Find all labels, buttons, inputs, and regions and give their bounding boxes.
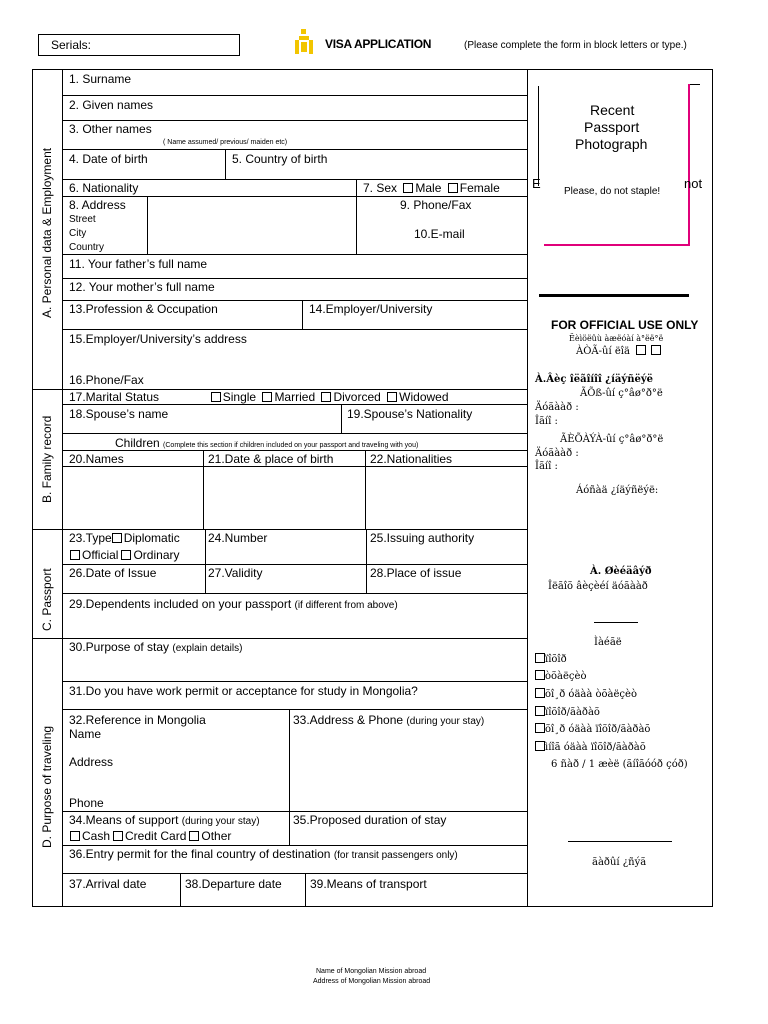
official-box1[interactable] xyxy=(636,345,646,355)
serials-label: Serials: xyxy=(51,38,92,52)
form-title: VISA APPLICATION xyxy=(325,37,432,51)
photo-note: Please, do not staple! xyxy=(564,186,661,197)
field-date-issue[interactable]: 26.Date of Issue xyxy=(69,566,157,580)
field-dependents xyxy=(69,597,398,613)
mongolia-emblem-icon xyxy=(292,28,316,56)
field-passport-number[interactable]: 24.Number xyxy=(208,531,268,545)
official-g18: õî¸ð óäàà ïîõîð/ãàðàõ xyxy=(535,723,650,736)
cash-checkbox[interactable] xyxy=(70,831,80,841)
field-entry-permit xyxy=(69,847,458,863)
field-purpose xyxy=(69,640,242,656)
field-sex xyxy=(363,181,500,195)
field-dob[interactable]: 4. Date of birth xyxy=(69,152,148,166)
cash-label: Cash xyxy=(82,829,111,843)
field-spouse-nationality[interactable]: 19.Spouse’s Nationality xyxy=(347,407,473,421)
footer-mission-name: Name of Mongolian Mission abroad xyxy=(316,968,427,975)
credit-label: Credit Card xyxy=(125,829,187,843)
ref-address: Address xyxy=(69,755,114,769)
official-g15: òõàëçèò xyxy=(535,670,586,683)
official-g16: õî¸ð óäàà òõàëçèò xyxy=(535,688,637,701)
check-g17[interactable] xyxy=(535,706,545,716)
passport-type-options xyxy=(67,548,179,562)
ordinary-label: Ordinary xyxy=(133,548,180,562)
married-checkbox[interactable] xyxy=(262,392,272,402)
means-options xyxy=(67,829,231,843)
footer-mission-address: Address of Mongolian Mission abroad xyxy=(313,978,431,985)
official-g21: ãàðûí ¿ñýã xyxy=(592,857,647,868)
children-heading xyxy=(115,436,418,453)
official-g3: À.Âèç îëãîíîî ¿íäýñëýë xyxy=(535,374,654,385)
field-other-names[interactable]: 3. Other names xyxy=(69,122,152,136)
check-g19[interactable] xyxy=(535,741,545,751)
official-divider xyxy=(539,294,689,297)
marital-label: 17.Marital Status xyxy=(69,390,160,404)
other-label: Other xyxy=(201,829,232,843)
male-label: Male xyxy=(415,181,442,195)
addr-phone-note: (during your stay) xyxy=(406,716,485,727)
purpose-label[interactable]: 30.Purpose of stay xyxy=(69,640,170,654)
field-phone-fax[interactable]: 9. Phone/Fax xyxy=(400,198,472,212)
means-note: (during your stay) xyxy=(181,816,260,827)
field-employer[interactable]: 14.Employer/University xyxy=(309,302,433,316)
field-addr-phone xyxy=(293,713,484,729)
field-issuing-authority[interactable]: 25.Issuing authority xyxy=(370,531,475,545)
field-child-dob[interactable]: 21.Date & place of birth xyxy=(208,452,334,466)
ref-name: Name xyxy=(69,727,102,741)
official-g1: Ëèìöëûù àæëóàí à°ëë°ë xyxy=(569,334,664,343)
section-b-label: B. Family record xyxy=(40,415,54,503)
check-g14[interactable] xyxy=(535,653,545,663)
official-g2: ÀÒÃ-ûí ëîä xyxy=(576,345,663,358)
official-g7: ÃÈÕÀÝÀ-ûí ç°âø°ð°ë xyxy=(560,434,664,445)
address-country: Country xyxy=(69,242,105,253)
female-checkbox[interactable] xyxy=(448,183,458,193)
official-g4: ÃÕß-ûí ç°âø°ð°ë xyxy=(580,388,663,399)
ref-phone: Phone xyxy=(69,796,104,810)
address-city: City xyxy=(69,228,87,239)
field-spouse-name[interactable]: 18.Spouse’s name xyxy=(69,407,169,421)
check-g16[interactable] xyxy=(535,688,545,698)
addr-phone-label[interactable]: 33.Address & Phone xyxy=(293,713,404,727)
male-checkbox[interactable] xyxy=(403,183,413,193)
official-g5: Äóãààð : xyxy=(535,402,579,413)
sex-label: 7. Sex xyxy=(363,181,398,195)
field-surname[interactable]: 1. Surname xyxy=(69,72,132,86)
entry-permit-label[interactable]: 36.Entry permit for the final country of destination xyxy=(69,847,331,861)
field-phone-fax-16[interactable]: 16.Phone/Fax xyxy=(69,373,144,387)
photo-left-fragment: E xyxy=(532,176,541,191)
address-street: Street xyxy=(69,214,96,225)
section-d-label: D. Purpose of traveling xyxy=(40,725,54,848)
field-duration[interactable]: 35.Proposed duration of stay xyxy=(293,813,447,827)
field-reference[interactable]: 32.Reference in Mongolia xyxy=(69,713,206,727)
field-means xyxy=(69,813,260,829)
divorced-checkbox[interactable] xyxy=(321,392,331,402)
official-g12: Îëãîõ âèçèéí äóãààð xyxy=(548,581,648,592)
official-checkbox[interactable] xyxy=(70,550,80,560)
diplomatic-label: Diplomatic xyxy=(123,531,180,545)
type-label: 23.Type xyxy=(69,531,112,545)
official-g19: ìíîã óäàà ïîõîð/ãàðàõ xyxy=(535,741,646,754)
official-g17: ïîõîð/ãàðàõ xyxy=(535,706,600,719)
purpose-note: (explain details) xyxy=(172,643,243,654)
field-transport[interactable]: 39.Means of transport xyxy=(310,877,427,891)
credit-checkbox[interactable] xyxy=(113,831,123,841)
official-g9: Îãíî : xyxy=(535,461,558,472)
field-nationality[interactable]: 6. Nationality xyxy=(69,181,139,195)
field-departure[interactable]: 38.Departure date xyxy=(185,877,282,891)
section-c-label: C. Passport xyxy=(40,568,54,631)
female-label: Female xyxy=(459,181,500,195)
photo-right-fragment: not xyxy=(684,176,703,191)
field-passport-type xyxy=(69,531,180,545)
ordinary-checkbox[interactable] xyxy=(121,550,131,560)
official-heading: FOR OFFICIAL USE ONLY xyxy=(551,318,699,332)
means-label[interactable]: 34.Means of support xyxy=(69,813,179,827)
field-email[interactable]: 10.E-mail xyxy=(414,227,465,241)
children-note: (Complete this section if children included on your passport and traveling with you) xyxy=(163,442,419,449)
field-given-names[interactable]: 2. Given names xyxy=(69,98,154,112)
field-arrival[interactable]: 37.Arrival date xyxy=(69,877,147,891)
field-child-nationalities[interactable]: 22.Nationalities xyxy=(370,452,453,466)
field-address[interactable]: 8. Address xyxy=(69,198,126,212)
field-father[interactable]: 11. Your father’s full name xyxy=(69,257,208,271)
field-work-permit[interactable]: 31.Do you have work permit or acceptance for study in Mongolia? xyxy=(69,684,418,698)
dependents-label[interactable]: 29.Dependents included on your passport xyxy=(69,597,292,611)
serials-box[interactable] xyxy=(38,34,240,56)
field-profession[interactable]: 13.Profession & Occupation xyxy=(69,302,218,316)
form-instructions: (Please complete the form in block letters or type.) xyxy=(464,40,687,51)
diplomatic-checkbox[interactable] xyxy=(112,533,122,543)
photo-passport: Passport xyxy=(584,119,640,135)
single-checkbox[interactable] xyxy=(211,392,221,402)
photo-recent: Recent xyxy=(590,102,635,118)
check-g15[interactable] xyxy=(535,670,545,680)
official-g14: ïîõîð xyxy=(535,653,567,666)
official-g11: À. Øèéäâýð xyxy=(590,566,652,577)
dependents-note: (if different from above) xyxy=(294,600,398,611)
other-checkbox[interactable] xyxy=(189,831,199,841)
official-g20: 6 ñàð / 1 æèë (ãíîãóóð çóð) xyxy=(551,759,688,770)
field-child-names[interactable]: 20.Names xyxy=(69,452,124,466)
photo-photograph: Photograph xyxy=(575,136,648,152)
official-g13: Ìàéãë xyxy=(594,637,622,648)
field-marital xyxy=(69,390,449,404)
official-label: Official xyxy=(82,548,119,562)
entry-permit-note: (for transit passengers only) xyxy=(333,850,458,861)
check-g18[interactable] xyxy=(535,723,545,733)
divorced-label: Divorced xyxy=(333,390,381,404)
field-mother[interactable]: 12. Your mother’s full name xyxy=(69,280,215,294)
field-place-issue[interactable]: 28.Place of issue xyxy=(370,566,462,580)
widowed-checkbox[interactable] xyxy=(387,392,397,402)
official-box2[interactable] xyxy=(651,345,661,355)
married-label: Married xyxy=(274,390,316,404)
official-g6: Îãíî : xyxy=(535,416,558,427)
children-label: Children xyxy=(115,436,160,450)
field-employer-address[interactable]: 15.Employer/University’s address xyxy=(69,332,247,346)
widowed-label: Widowed xyxy=(399,390,449,404)
section-a-label: A. Personal data & Employment xyxy=(40,147,54,318)
single-label: Single xyxy=(222,390,257,404)
official-g10: Áóñàä ¿íäýñëýë: xyxy=(576,485,659,496)
field-country-of-birth[interactable]: 5. Country of birth xyxy=(232,152,328,166)
official-g8: Äóãààð : xyxy=(535,448,579,459)
field-validity[interactable]: 27.Validity xyxy=(208,566,263,580)
other-names-note: ( Name assumed/ previous/ maiden etc) xyxy=(163,139,288,146)
